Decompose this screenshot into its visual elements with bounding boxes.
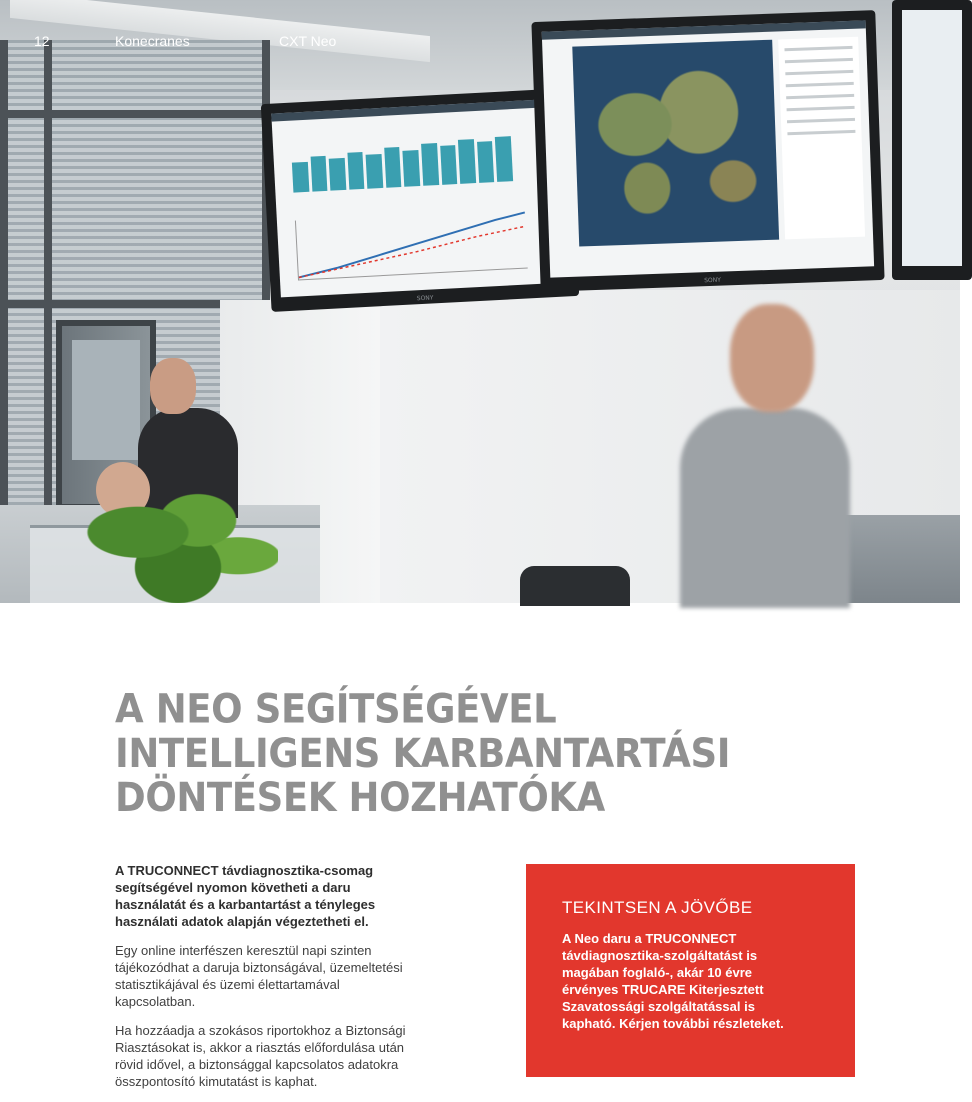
- monitor-screen: [542, 20, 874, 277]
- callout-line: Szavatossági szolgáltatással is: [562, 999, 755, 1014]
- body-column: [115, 862, 475, 1102]
- lead-paragraph: [115, 862, 475, 930]
- paragraph-line: Ha hozzáadja a szokásos riportokhoz a Biztonsági: [115, 1023, 406, 1038]
- callout-line: távdiagnosztika-szolgáltatást is: [562, 948, 758, 963]
- chair: [520, 566, 630, 606]
- lead-line: használatát és a karbantartást a tényleges: [115, 897, 376, 912]
- product-name: CXT Neo: [279, 33, 337, 49]
- lead-line: használati adatok alapján végeztetheti el.: [115, 914, 369, 929]
- person-standing-head: [150, 358, 196, 414]
- world-map: [572, 40, 779, 247]
- callout-text: [562, 930, 819, 1032]
- callout-line: érvényes TRUCARE Kiterjesztett: [562, 982, 764, 997]
- title-line: DÖNTÉSEK HOZHATÓKA: [115, 774, 605, 821]
- lead-line: A TRUCONNECT távdiagnosztika-csomag: [115, 863, 374, 878]
- callout-line: kapható. Kérjen további részleteket.: [562, 1016, 784, 1031]
- paragraph-line: Riasztásokat is, akkor a riasztás előfordulása után: [115, 1040, 405, 1055]
- page-number: 12: [34, 33, 50, 49]
- paragraph-interface: [115, 942, 475, 1010]
- callout-title: TEKINTSEN A JÖVŐBE: [562, 898, 753, 917]
- title-line: A NEO SEGÍTSÉGÉVEL: [115, 685, 557, 733]
- monitor-statistics: [261, 88, 579, 312]
- paragraph-alerts: [115, 1022, 475, 1090]
- door-glass: [72, 340, 140, 460]
- window-frame: [0, 110, 270, 118]
- screen-line-chart: [295, 209, 528, 281]
- callout-line: magában foglaló-, akár 10 évre: [562, 965, 753, 980]
- person-walking-body: [680, 408, 850, 608]
- person-walking-head: [730, 304, 814, 412]
- monitor-brand-label: SONY: [416, 294, 434, 303]
- plant: [78, 485, 278, 603]
- paragraph-line: kapcsolatban.: [115, 994, 196, 1009]
- paragraph-line: statisztikájával és üzemi élettartamával: [115, 977, 340, 992]
- monitor-brand-label: SONY: [704, 276, 721, 285]
- title-line: INTELLIGENS KARBANTARTÁSI: [115, 730, 731, 777]
- callout-box: [526, 864, 855, 1077]
- paragraph-line: Egy online interfészen keresztül napi szinten: [115, 943, 372, 958]
- monitor-screen: [271, 99, 568, 298]
- screen-side-list: [778, 37, 865, 240]
- screen-titlebar: [271, 99, 559, 122]
- brand-name: Konecranes: [115, 33, 190, 49]
- page-header: [0, 33, 960, 53]
- lead-line: segítségével nyomon követheti a daru: [115, 880, 351, 895]
- paragraph-line: rövid idővel, a biztonsággal kapcsolatos adatokra: [115, 1057, 399, 1072]
- callout-line: A Neo daru a TRUCONNECT: [562, 931, 737, 946]
- paragraph-line: tájékozódhat a daruja biztonságával, üzemeltetési: [115, 960, 403, 975]
- paragraph-line: összpontosító kimutatást is kaphat.: [115, 1074, 318, 1089]
- page-title: [115, 687, 875, 820]
- screen-bar-chart: [291, 131, 513, 192]
